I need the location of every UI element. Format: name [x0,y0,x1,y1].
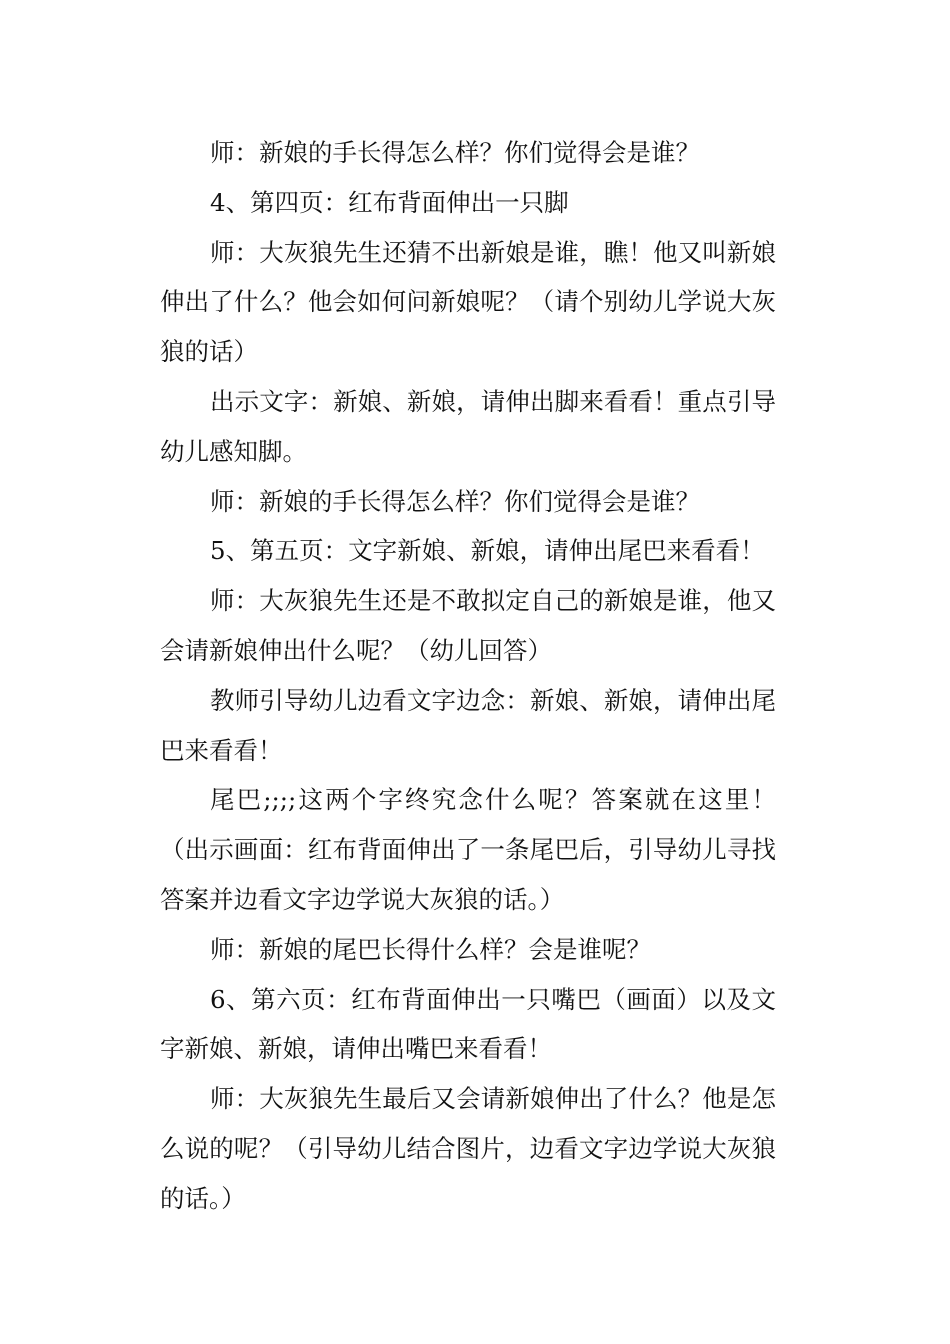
paragraph-2: 4、第四页：红布背面伸出一只脚 [210,187,569,217]
paragraph-5: 师：新娘的手长得怎么样？你们觉得会是谁？ [210,486,700,516]
paragraph-8: 教师引导幼儿边看文字边念：新娘、新娘，请伸出尾巴来看看！ [160,685,776,765]
paragraph-4: 出示文字：新娘、新娘，请伸出脚来看看！重点引导幼儿感知脚。 [160,386,776,466]
paragraph-12: 师：大灰狼先生最后又会请新娘伸出了什么？他是怎么说的呢？（引导幼儿结合图片，边看文字边学说大灰狼的话。） [160,1084,776,1213]
paragraph-1: 师：新娘的手长得怎么样？你们觉得会是谁？ [210,138,700,167]
paragraph-7: 师：大灰狼先生还是不敢拟定自己的新娘是谁，他又会请新娘伸出什么呢？（幼儿回答） [160,586,776,665]
paragraph-3: 师：大灰狼先生还猜不出新娘是谁，瞧！他又叫新娘伸出了什么？他会如何问新娘呢？（请个别幼儿学说大灰狼的话） [160,237,776,367]
paragraph-11: 6、第六页：红布背面伸出一只嘴巴（画面）以及文字新娘、新娘，请伸出嘴巴来看看！ [160,984,776,1064]
document-body [160,128,776,1224]
paragraph-10: 师：新娘的尾巴长得什么样？会是谁呢？ [210,934,651,964]
paragraph-9: 尾巴;;;;这两个字终究念什么呢？答案就在这里！（出示画面：红布背面伸出了一条尾巴后，引导幼儿寻找答案并边看文字边学说大灰狼的话。） [160,785,776,914]
paragraph-6: 5、第五页：文字新娘、新娘，请伸出尾巴来看看！ [210,536,765,566]
